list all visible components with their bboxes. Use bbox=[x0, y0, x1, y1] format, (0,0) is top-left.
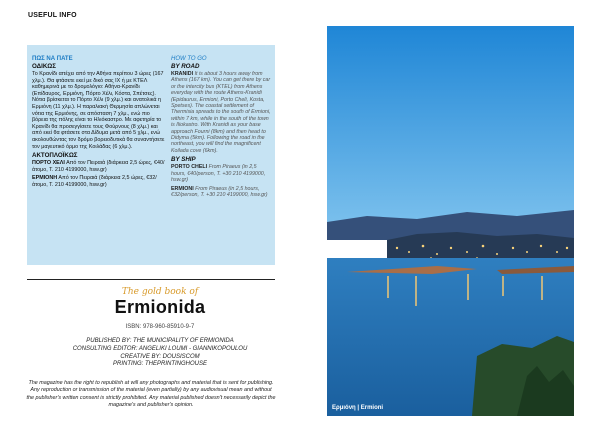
english-by-road-text bbox=[171, 71, 271, 154]
disclaimer: The magazine has the right to republish at will any photographs and material that is sent for publishing. Any reproduction or transmission of the material (even partially) by any audiovisual mean and without the publisher's written consent is strictly prohibited. Any material published doesn't necessarily depict the magazine's and publisher's opinion. bbox=[26, 380, 276, 409]
greek-ship-porto-cheli bbox=[32, 160, 166, 173]
english-road-text: It is about 3 hours away from Athens (167 km). You can get there by car or the intercity bus (KTEL) from Athens everyday with the route Athens-Kranidi (Epidaurus, Ermioni, Porto Cheli, Kosta, Spetses). The coastal settlement of Thermisia spreads to the south of Ermioni, within 7 km, while in the south of the town is Iliokastro. With Kranidi as your base approach Fourni (8km) and then head to Didyma (5km). Following the road in the northeast, you will find the magnificent Koilada cove (6km). bbox=[171, 71, 271, 154]
english-road-name: KRANIDI bbox=[171, 71, 194, 77]
night-harbor-image bbox=[327, 26, 574, 416]
greek-title: ΠΩΣ ΝΑ ΠΑΤΕ bbox=[32, 56, 73, 62]
greek-ship-ermioni bbox=[32, 175, 166, 188]
english-ship1-text: From Piraeus (in 2,5 hours, €40/person, T. +30 210 4199000, hsw.gr) bbox=[171, 164, 266, 184]
greek-by-road-text: Το Κρανίδι απέχει από την Αθήνα περίπου 3 ώρες (167 χλμ.). Θα φτάσετε εκεί με δικό σας IX ή με ΚΤΕΛ καθημερινά με το δρομολόγιο: Αθήνα-Κρανίδι (Επίδαυρος, Ερμιόνη, Πόρτο Χέλι, Κόστα, Σπέτσες). Νότια βρίσκεται το Πόρτο Χέλι (9 χλμ.) και ανατολικά η Ερμιόνη (11 χλμ.). Η παραλιακή Θερμησία απλώνεται νότια της Ερμιόνης, σε απόσταση 7 χλμ., ενώ πιο βόρεια της πόλης είναι το Ηλιόκαστρο. Με αφετηρία το Κρανίδι θα προσεγγίσετε τους Φούρνους (8 χλμ.) και από εκεί θα φτάσετε στα Δίδυμα μετά από 5 χλμ., ενώ ακολουθώντας τον δρόμο βορειοδυτικά θα συναντήσετε τον μαγευτικό όρμο της Κοιλάδας (6 χλμ.). bbox=[32, 71, 165, 150]
greek-by-road-title: ΟΔΙΚΩΣ bbox=[32, 63, 56, 70]
creative-by: CREATIVE BY: DOUSISCOM bbox=[120, 353, 200, 360]
consulting-editor: CONSULTING EDITOR: ANGELIKI LOUMI - GIANNIKOPOULOU bbox=[72, 345, 248, 352]
greek-ship1-name: ΠΟΡΤΟ ΧΕΛΙ bbox=[32, 160, 65, 167]
isbn: ISBN: 978-960-85910-9-7 bbox=[125, 324, 195, 330]
english-ship2-text: From Piraeus (in 2,5 hours, €32/person, T. +30 210 4199000, hsw.gr) bbox=[171, 185, 268, 198]
english-by-road-title: BY ROAD bbox=[171, 63, 200, 70]
english-column bbox=[171, 55, 271, 198]
how-to-go-box bbox=[27, 45, 275, 265]
credits bbox=[40, 338, 280, 369]
published-by: PUBLISHED BY: THE MUNICIPALITY OF ERMIONIDA bbox=[86, 338, 234, 344]
ermioni-photo bbox=[327, 26, 574, 416]
section-header: USEFUL INFO bbox=[28, 12, 77, 19]
english-ship2-name: ERMIONI bbox=[171, 185, 194, 192]
english-title: HOW TO GO bbox=[171, 56, 207, 62]
english-ship-porto-cheli bbox=[171, 164, 271, 183]
brand-title: Ermionida bbox=[114, 297, 206, 317]
photo-caption: Ερμιόνη | Ermioni bbox=[332, 405, 384, 411]
greek-by-ship-title: ΑΚΤΟΠΛΟΪΚΩΣ bbox=[32, 152, 78, 160]
series-title: The gold book of bbox=[121, 287, 199, 297]
divider bbox=[27, 279, 275, 280]
greek-ship2-text: Από τον Πειραιά (διάρκεια 2,5 ώρες, €32/άτομο, Τ. 210 4199000, hsw.gr) bbox=[32, 175, 157, 188]
greek-ship1-text: Από τον Πειραιά (διάρκεια 2,5 ώρες, €40/άτομο, Τ. 210 4199000, hsw.gr) bbox=[32, 160, 165, 173]
english-by-ship-title: BY SHIP bbox=[171, 156, 196, 164]
english-ship-ermioni bbox=[171, 186, 271, 199]
english-ship1-name: PORTO CHELI bbox=[171, 164, 208, 171]
greek-column bbox=[32, 55, 166, 189]
printing: PRINTING: THEPRINTINGHOUSE bbox=[112, 361, 207, 368]
greek-ship2-name: ΕΡΜΙΟΝΗ bbox=[32, 175, 58, 182]
